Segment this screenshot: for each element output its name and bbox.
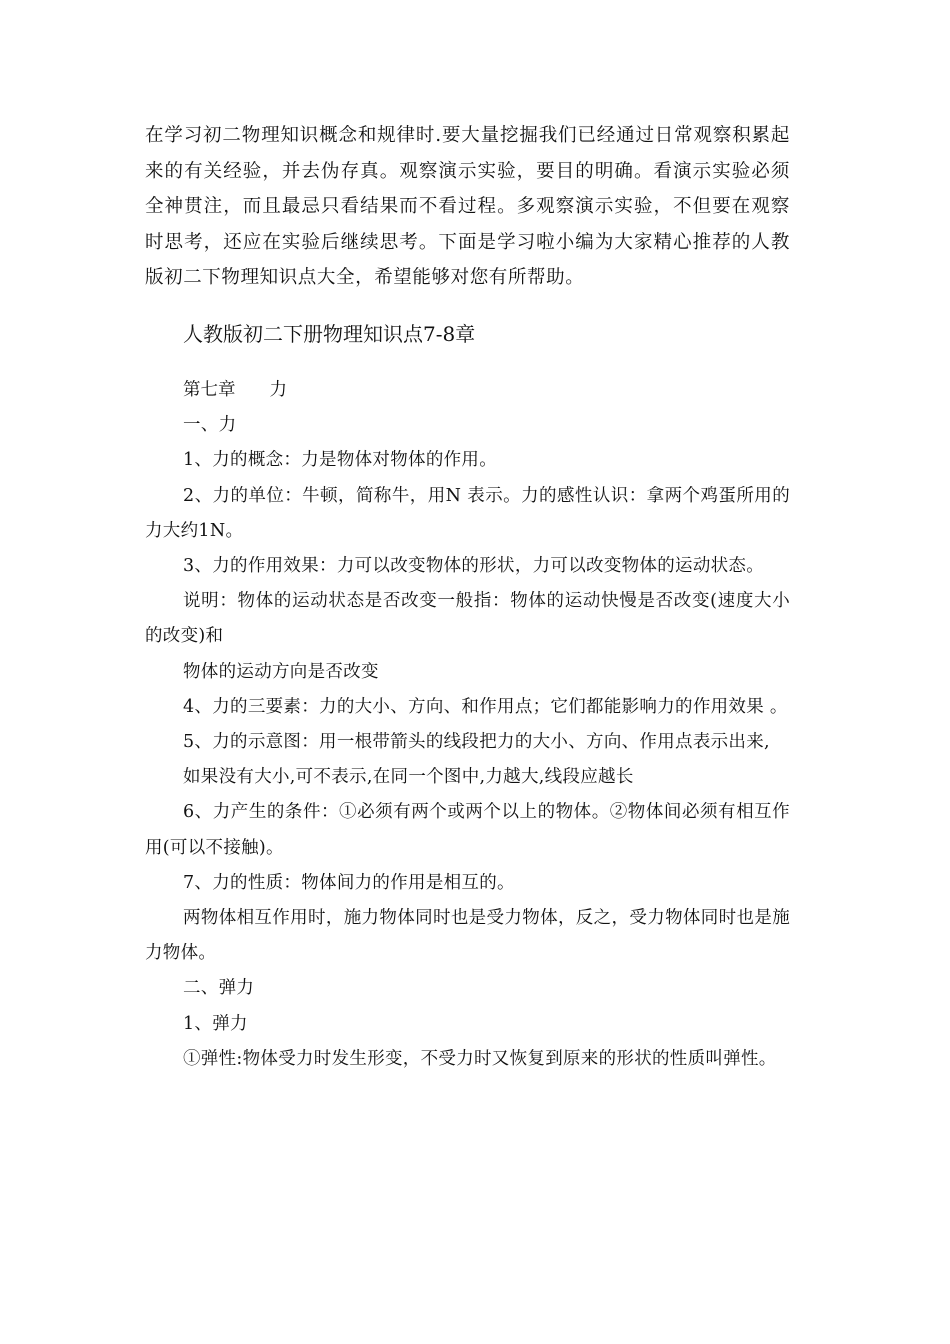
document-body [145, 373, 790, 1077]
paragraph-elasticity: ①弹性:物体受力时发生形变，不受力时又恢复到原来的形状的性质叫弹性。 [183, 1048, 777, 1069]
paragraph-diagram-note: 如果没有大小,可不表示,在同一个图中,力越大,线段应越长 [183, 767, 634, 788]
paragraph-force-nature: 7、力的性质：物体间力的作用是相互的。 [183, 872, 515, 893]
chapter-heading [145, 373, 790, 408]
paragraph-note: 说明：物体的运动状态是否改变一般指：物体的运动快慢是否改变(速度大小的改变)和 [145, 591, 790, 647]
paragraph-force-concept: 1、力的概念：力是物体对物体的作用。 [183, 450, 498, 471]
paragraph-force-effect: 3、力的作用效果：力可以改变物体的形状，力可以改变物体的运动状态。 [183, 556, 765, 577]
paragraph-force-unit: 2、力的单位：牛顿，简称牛，用N 表示。力的感性认识：拿两个鸡蛋所用的力大约1N。 [145, 485, 790, 541]
section-heading-elastic-force: 二、弹力 [183, 978, 255, 999]
chapter-name: 力 [269, 380, 287, 400]
document-title: 人教版初二下册物理知识点7-8章 [183, 322, 476, 346]
paragraph-force-conditions: 6、力产生的条件：①必须有两个或两个以上的物体。②物体间必须有相互作用(可以不接触)。 [145, 802, 790, 858]
paragraph-three-elements: 4、力的三要素：力的大小、方向、和作用点；它们都能影响力的作用效果 。 [183, 696, 788, 717]
section-heading-force: 一、力 [183, 415, 237, 436]
paragraph-force-diagram: 5、力的示意图：用一根带箭头的线段把力的大小、方向、作用点表示出来, [183, 732, 770, 753]
subsection-heading-elastic-force: 1、弹力 [183, 1013, 248, 1034]
intro-paragraph: 在学习初二物理知识概念和规律时.要大量挖掘我们已经通过日常观察积累起来的有关经验，并去伪存真。观察演示实验，要目的明确。看演示实验必须全神贯注，而且最忌只看结果而不看过程。多观察演示实验，不但要在观察时思考，还应在实验后继续思考。下面是学习啦小编为大家精心推荐的人教版初二下物理知识点大全，希望能够对您有所帮助。 [145, 125, 790, 288]
chapter-number: 第七章 [183, 380, 236, 400]
paragraph-mutual-interaction: 两物体相互作用时，施力物体同时也是受力物体，反之，受力物体同时也是施力物体。 [145, 908, 790, 964]
paragraph-note-continued: 物体的运动方向是否改变 [183, 661, 379, 682]
